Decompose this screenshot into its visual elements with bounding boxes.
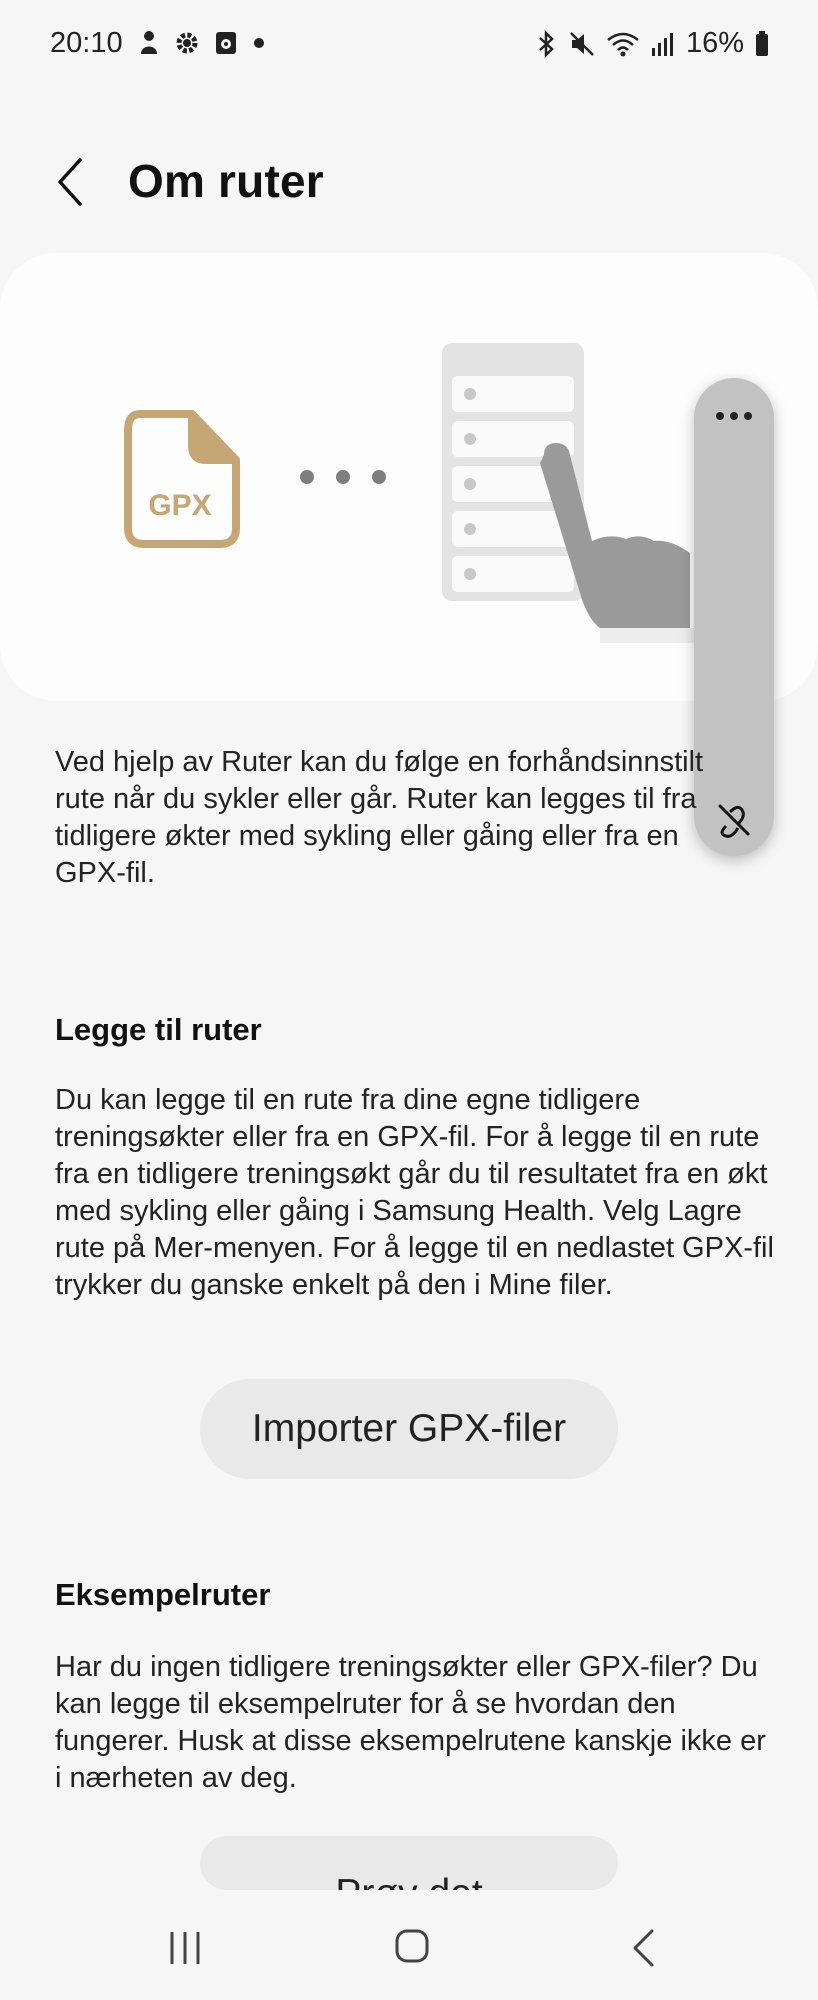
section-body-add-routes: Du kan legge til en rute fra dine egne tidligere treningsøkter eller fra en GPX-fil. For å legge til en rute fra en tidligere treningsøkt går du til resultatet fra en økt med sykling eller gåing i Samsung Health. Velg Lagre rute på Mer-menyen. For å legge til en nedlastet GPX-fil trykker du ganske enkelt på den i Mine filer. xyxy=(55,1084,774,1301)
wifi-icon xyxy=(606,30,640,58)
gpx-file-icon xyxy=(122,408,242,555)
route-list-illustration xyxy=(440,343,700,648)
recent-apps-icon[interactable] xyxy=(166,1930,204,1966)
dot xyxy=(372,470,386,484)
more-options-icon[interactable] xyxy=(712,406,756,426)
dot-icon xyxy=(252,36,266,50)
status-left-icons xyxy=(138,30,266,56)
page-title: Om ruter xyxy=(128,155,324,207)
floating-side-panel[interactable] xyxy=(694,378,774,856)
home-icon[interactable] xyxy=(394,1928,430,1964)
transfer-dots xyxy=(300,470,386,484)
intro-line: tidligere økter med sykling eller gåing eller fra en xyxy=(55,820,679,852)
back-icon[interactable] xyxy=(630,1928,656,1968)
status-time: 20:10 xyxy=(50,27,123,59)
section-heading-example-routes: Eksempelruter xyxy=(55,1577,271,1612)
intro-line: Ved hjelp av Ruter kan du følge en forhåndsinnstilt xyxy=(55,746,704,778)
section-body-example-routes: Har du ingen tidligere treningsøkter eller GPX-filer? Du kan legge til eksempelruter for å se hvordan den fungerer. Husk at disse eksempelrutene kanskje ikke er i nærheten av deg. xyxy=(55,1651,766,1794)
back-button[interactable] xyxy=(48,154,98,210)
battery-icon xyxy=(754,30,770,58)
signal-icon xyxy=(650,30,676,58)
import-gpx-button[interactable]: Importer GPX-filer xyxy=(200,1379,618,1479)
mute-icon xyxy=(568,30,596,58)
battery-percent: 16% xyxy=(685,27,744,59)
gpx-label: GPX xyxy=(148,489,212,522)
status-bar xyxy=(0,0,818,90)
notification-person-icon xyxy=(138,30,160,56)
intro-text xyxy=(55,744,705,892)
intro-line: GPX-fil. xyxy=(55,857,155,889)
bluetooth-icon xyxy=(536,30,558,58)
dot xyxy=(300,470,314,484)
status-right-icons xyxy=(536,27,770,60)
dot xyxy=(336,470,350,484)
unpin-icon[interactable] xyxy=(712,798,756,842)
section-heading-add-routes: Legge til ruter xyxy=(55,1012,262,1047)
navigation-bar xyxy=(0,1890,818,2000)
try-it-button[interactable] xyxy=(200,1836,618,1890)
media-icon xyxy=(214,30,238,56)
intro-line: rute når du sykler eller går. Ruter kan legges til fra xyxy=(55,783,697,815)
app-header xyxy=(0,140,818,220)
chevron-left-icon xyxy=(48,154,98,210)
settings-icon xyxy=(174,30,200,56)
